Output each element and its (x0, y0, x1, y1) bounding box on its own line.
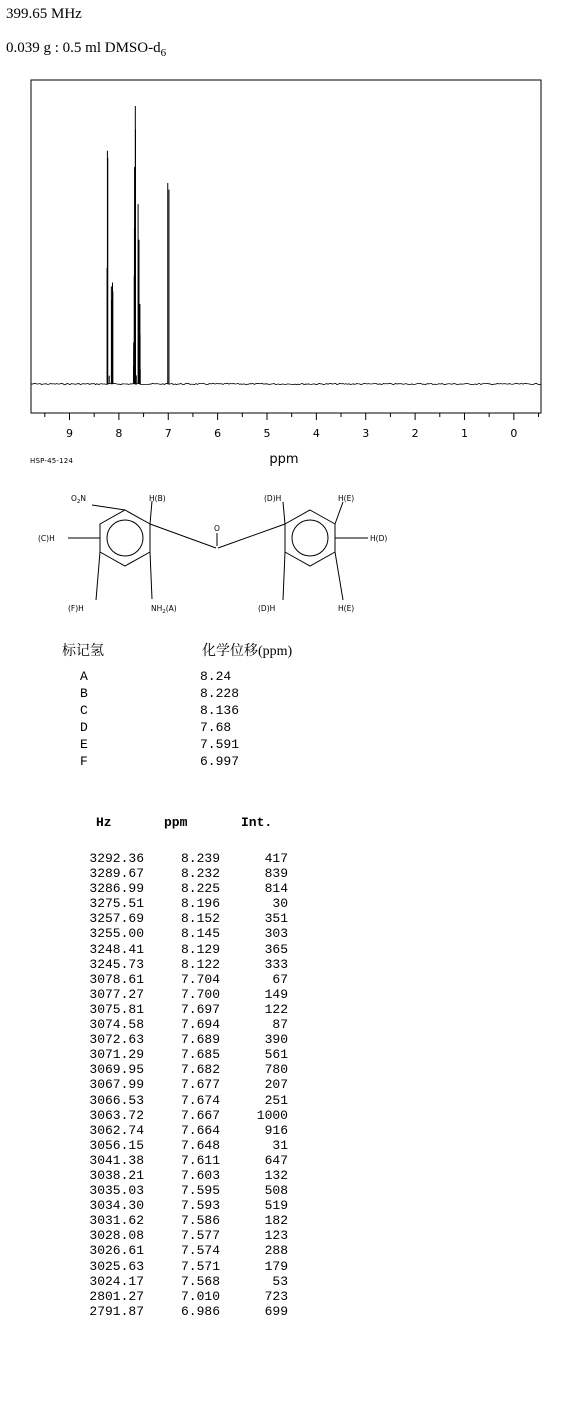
peak-row (0, 1183, 320, 1198)
peak-row (0, 1153, 320, 1168)
peak-hz-cell: 3026.61 (89, 1243, 144, 1259)
assignment-shift: 7.591 (200, 737, 240, 752)
sample-subscript: 6 (160, 47, 167, 59)
x-axis-label: ppm (269, 452, 299, 467)
peak-row (0, 1017, 320, 1032)
peak-int-cell: 699 (264, 1303, 288, 1319)
tick-label-4: 5 (263, 427, 271, 440)
peak-ppm-cell: 7.574 (180, 1243, 220, 1259)
tick-label-9: 0 (510, 427, 518, 440)
peak-ppm-cell: 7.593 (180, 1198, 220, 1214)
col-ppm: ppm (164, 815, 188, 830)
peak-row (0, 1062, 320, 1077)
peak-row (0, 1077, 320, 1092)
label-carbonyl-o: O (214, 524, 220, 533)
assignment-col-shift: 化学位移(ppm) (202, 644, 293, 659)
peak-hz-cell: 3031.62 (89, 1213, 144, 1229)
peak-int-cell: 87 (272, 1017, 288, 1033)
assignment-label: A (80, 669, 88, 684)
peak-table (0, 851, 320, 1319)
tick-label-6: 3 (362, 427, 370, 440)
peak-int-cell: 179 (264, 1258, 288, 1274)
label-nh2: $NH_2(A)$ (151, 604, 177, 615)
ring-left-aromatic-circle (107, 520, 143, 556)
peak-ppm-cell: 7.571 (180, 1258, 220, 1274)
peak-row (0, 1228, 320, 1243)
label-he-bottom: H(E) (338, 604, 355, 613)
assignment-label: E (80, 737, 88, 752)
peak-ppm-cell: 7.595 (180, 1183, 220, 1199)
sample-text: 0.039 g : 0.5 ml DMSO-d (6, 40, 161, 56)
peak-hz-cell: 3062.74 (89, 1122, 144, 1138)
assignment-row (80, 719, 280, 736)
peak-int-cell: 53 (272, 1273, 288, 1289)
bond-no2 (92, 505, 125, 510)
peak-int-cell: 723 (264, 1288, 288, 1304)
peak-int-cell: 132 (264, 1167, 288, 1183)
peak-row (0, 987, 320, 1002)
ring-right-aromatic-circle (292, 520, 328, 556)
peak-row (0, 972, 320, 987)
peak-ppm-cell: 7.568 (180, 1273, 220, 1289)
peak-hz-cell: 3038.21 (89, 1167, 144, 1183)
spectrum-code: HSP-45-124 (30, 457, 74, 465)
bond-hf (96, 552, 100, 600)
bond-he-bottom (335, 552, 343, 600)
peak-hz-cell: 3078.61 (89, 971, 144, 987)
peak-int-cell: 251 (264, 1092, 288, 1108)
peak-row (0, 1198, 320, 1213)
peak-row (0, 1213, 320, 1228)
tick-label-3: 6 (214, 427, 222, 440)
peak-ppm-cell: 7.664 (180, 1122, 220, 1138)
peak-ppm-cell: 6.986 (180, 1303, 220, 1319)
peak-int-cell: 207 (264, 1077, 288, 1093)
molecule-structure (0, 0, 570, 640)
peak-hz-cell: 3041.38 (89, 1152, 144, 1168)
peak-int-cell: 182 (264, 1213, 288, 1229)
assignment-shift: 7.68 (200, 720, 232, 735)
col-hz: Hz (96, 815, 112, 830)
peak-ppm-cell: 7.694 (180, 1017, 220, 1033)
assignment-shift: 8.24 (200, 669, 232, 684)
peak-hz-cell: 3025.63 (89, 1258, 144, 1274)
peak-ppm-cell: 8.145 (180, 926, 220, 942)
peak-ppm-cell: 7.611 (180, 1152, 220, 1168)
peak-int-cell: 303 (264, 926, 288, 942)
peak-ppm-cell: 7.667 (180, 1107, 220, 1123)
peak-int-cell: 351 (264, 911, 288, 927)
peak-int-cell: 1000 (256, 1107, 288, 1123)
peak-hz-cell: 3289.67 (89, 866, 144, 882)
peak-int-cell: 561 (264, 1047, 288, 1063)
peak-row (0, 911, 320, 926)
peak-hz-cell: 3255.00 (89, 926, 144, 942)
peak-ppm-cell: 7.603 (180, 1167, 220, 1183)
assignment-shift: 8.228 (200, 686, 240, 701)
peak-row (0, 1032, 320, 1047)
assignment-shift: 8.136 (200, 703, 240, 718)
assignment-label: C (80, 703, 88, 718)
peak-hz-cell: 3066.53 (89, 1092, 144, 1108)
peak-int-cell: 288 (264, 1243, 288, 1259)
label-dh-bottom: (D)H (258, 604, 276, 613)
peak-ppm-cell: 7.700 (180, 986, 220, 1002)
peak-hz-cell: 3257.69 (89, 911, 144, 927)
peak-int-cell: 122 (264, 1001, 288, 1017)
peak-row (0, 1168, 320, 1183)
peak-row (0, 851, 320, 866)
peak-int-cell: 149 (264, 986, 288, 1002)
peak-ppm-cell: 7.685 (180, 1047, 220, 1063)
assignment-label: F (80, 754, 88, 769)
peak-hz-cell: 3286.99 (89, 881, 144, 897)
tick-label-7: 2 (411, 427, 419, 440)
bond-hd-top (283, 502, 285, 524)
peak-ppm-cell: 7.682 (180, 1062, 220, 1078)
peak-hz-cell: 3034.30 (89, 1198, 144, 1214)
peak-hz-cell: 2791.87 (89, 1303, 144, 1319)
peak-row (0, 1108, 320, 1123)
peak-hz-cell: 3245.73 (89, 956, 144, 972)
peak-hz-cell: 3248.41 (89, 941, 144, 957)
peak-int-cell: 508 (264, 1183, 288, 1199)
assignment-row (80, 702, 280, 719)
assignment-col-label: 标记氢 (62, 644, 104, 659)
peak-row (0, 1047, 320, 1062)
peak-ppm-cell: 8.152 (180, 911, 220, 927)
col-int: Int. (241, 815, 273, 830)
peak-ppm-cell: 7.704 (180, 971, 220, 987)
label-fh: (F)H (68, 604, 84, 613)
peak-ppm-cell: 7.697 (180, 1001, 220, 1017)
assignment-label: D (80, 720, 88, 735)
peak-row (0, 1093, 320, 1108)
peak-int-cell: 519 (264, 1198, 288, 1214)
assignment-row (80, 736, 280, 753)
peak-int-cell: 365 (264, 941, 288, 957)
peak-ppm-cell: 7.677 (180, 1077, 220, 1093)
label-he-top: H(E) (338, 494, 355, 503)
peak-hz-cell: 3275.51 (89, 896, 144, 912)
peak-row (0, 1289, 320, 1304)
peak-hz-cell: 2801.27 (89, 1288, 144, 1304)
assignment-shift: 6.997 (200, 754, 240, 769)
peak-row (0, 1274, 320, 1289)
peak-int-cell: 916 (264, 1122, 288, 1138)
spectrometer-frequency: 399.65 MHz (6, 6, 82, 22)
peak-int-cell: 814 (264, 881, 288, 897)
assignment-label: B (80, 686, 88, 701)
label-ch: (C)H (38, 534, 55, 543)
tick-label-0: 9 (66, 427, 74, 440)
peak-ppm-cell: 8.122 (180, 956, 220, 972)
peak-hz-cell: 3035.03 (89, 1183, 144, 1199)
peak-row (0, 957, 320, 972)
peak-ppm-cell: 8.225 (180, 881, 220, 897)
bond-hb (150, 501, 152, 524)
peak-ppm-cell: 7.577 (180, 1228, 220, 1244)
peak-int-cell: 780 (264, 1062, 288, 1078)
peak-hz-cell: 3056.15 (89, 1137, 144, 1153)
peak-ppm-cell: 7.010 (180, 1288, 220, 1304)
peak-row (0, 926, 320, 941)
peak-hz-cell: 3067.99 (89, 1077, 144, 1093)
label-hd-right: H(D) (370, 534, 388, 543)
label-no2: $O_2N$ (71, 494, 87, 505)
assignment-row (80, 685, 280, 702)
peak-ppm-cell: 8.196 (180, 896, 220, 912)
peak-int-cell: 30 (272, 896, 288, 912)
peak-int-cell: 123 (264, 1228, 288, 1244)
peak-hz-cell: 3063.72 (89, 1107, 144, 1123)
label-dh-top: (D)H (264, 494, 282, 503)
peak-ppm-cell: 7.648 (180, 1137, 220, 1153)
bond-he-top (335, 502, 343, 524)
tick-label-2: 7 (164, 427, 172, 440)
tick-label-1: 8 (115, 427, 123, 440)
peak-hz-cell: 3028.08 (89, 1228, 144, 1244)
assignment-table (80, 668, 280, 770)
peak-ppm-cell: 8.129 (180, 941, 220, 957)
bond-nh2 (150, 552, 152, 599)
peak-hz-cell: 3072.63 (89, 1032, 144, 1048)
bond-carbonyl-ring (218, 524, 285, 548)
bond-hd-bottom (283, 552, 285, 600)
peak-row (0, 1259, 320, 1274)
peak-row (0, 1138, 320, 1153)
peak-int-cell: 647 (264, 1152, 288, 1168)
peak-int-cell: 390 (264, 1032, 288, 1048)
peak-int-cell: 333 (264, 956, 288, 972)
peak-hz-cell: 3069.95 (89, 1062, 144, 1078)
peak-int-cell: 417 (264, 851, 288, 866)
tick-label-8: 1 (460, 427, 468, 440)
peak-ppm-cell: 8.239 (180, 851, 220, 866)
peak-hz-cell: 3077.27 (89, 986, 144, 1002)
bond-ring-carbonyl (150, 524, 216, 548)
peak-row (0, 1304, 320, 1319)
peak-int-cell: 31 (272, 1137, 288, 1153)
peak-int-cell: 67 (272, 971, 288, 987)
peak-row (0, 1243, 320, 1258)
label-hb: H(B) (149, 494, 166, 503)
peak-ppm-cell: 7.586 (180, 1213, 220, 1229)
peak-row (0, 896, 320, 911)
peak-ppm-cell: 8.232 (180, 866, 220, 882)
peak-hz-cell: 3071.29 (89, 1047, 144, 1063)
peak-row (0, 1002, 320, 1017)
peak-row (0, 942, 320, 957)
peak-row (0, 881, 320, 896)
peak-ppm-cell: 7.689 (180, 1032, 220, 1048)
peak-hz-cell: 3024.17 (89, 1273, 144, 1289)
tick-label-5: 4 (312, 427, 320, 440)
peak-ppm-cell: 7.674 (180, 1092, 220, 1108)
peak-hz-cell: 3292.36 (89, 851, 144, 866)
peak-row (0, 1123, 320, 1138)
peak-row (0, 866, 320, 881)
assignment-row (80, 668, 280, 685)
peak-hz-cell: 3074.58 (89, 1017, 144, 1033)
assignment-row (80, 753, 280, 770)
peak-int-cell: 839 (264, 866, 288, 882)
peak-hz-cell: 3075.81 (89, 1001, 144, 1017)
